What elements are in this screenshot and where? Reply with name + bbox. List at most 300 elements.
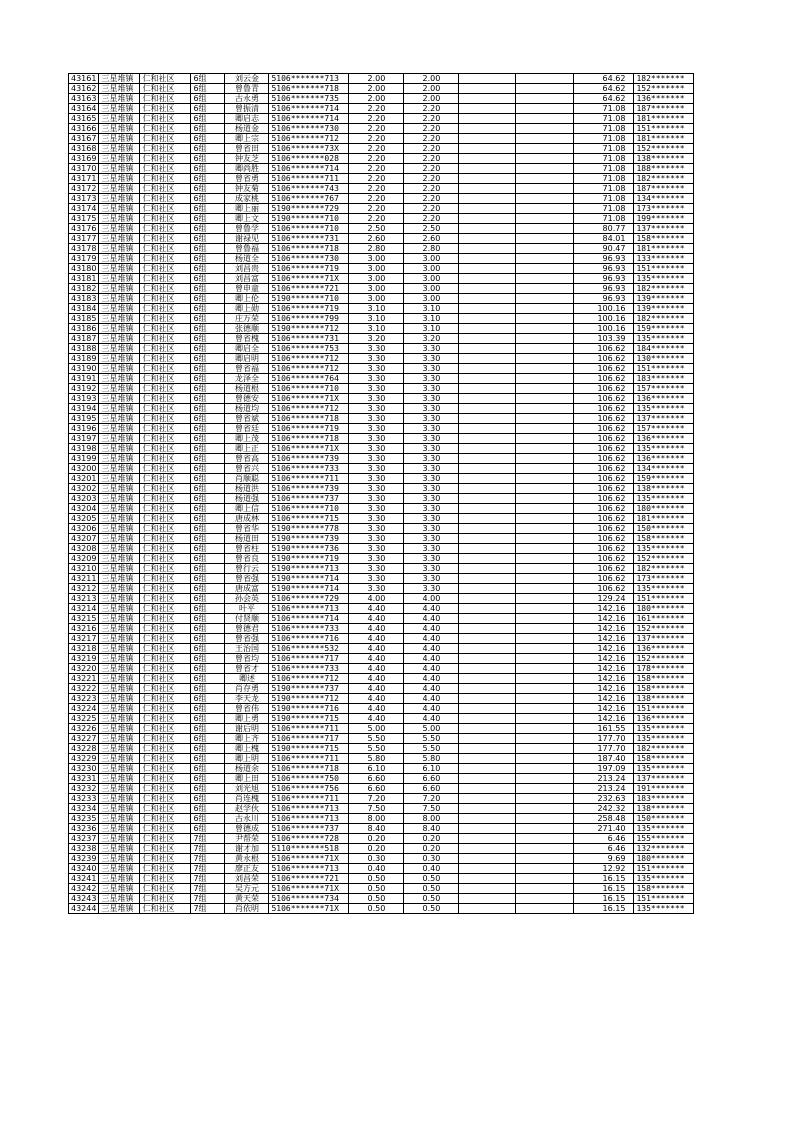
cell-area-b: 3.30	[404, 534, 459, 544]
cell-community: 仁和社区	[140, 204, 191, 214]
cell-area-a: 0.20	[349, 844, 404, 854]
cell-area-b: 3.30	[404, 364, 459, 374]
cell-town: 三星堆镇	[99, 624, 140, 634]
table-row	[69, 164, 694, 174]
cell-group: 7组	[191, 884, 225, 894]
cell-area-b: 6.60	[404, 774, 459, 784]
cell-amount: 71.08	[574, 134, 634, 144]
cell-phone: 191*******	[634, 784, 694, 794]
cell-group: 6组	[191, 664, 225, 674]
cell-id-number: 5106*******713	[269, 814, 349, 824]
cell-community: 仁和社区	[140, 374, 191, 384]
cell-town: 三星堆镇	[99, 844, 140, 854]
cell-community: 仁和社区	[140, 794, 191, 804]
cell-id-number: 5190*******736	[269, 544, 349, 554]
cell-area-a: 3.30	[349, 424, 404, 434]
cell-community: 仁和社区	[140, 814, 191, 824]
cell-amount: 103.39	[574, 334, 634, 344]
cell-blank-a	[459, 774, 516, 784]
cell-phone: 182*******	[634, 284, 694, 294]
cell-town: 三星堆镇	[99, 254, 140, 264]
table-row	[69, 304, 694, 314]
table-row	[69, 774, 694, 784]
cell-town: 三星堆镇	[99, 814, 140, 824]
cell-row-number: 43218	[69, 644, 99, 654]
cell-row-number: 43187	[69, 334, 99, 344]
cell-blank-a	[459, 444, 516, 454]
cell-blank-a	[459, 764, 516, 774]
cell-community: 仁和社区	[140, 384, 191, 394]
cell-name: 卿上槐	[225, 744, 269, 754]
cell-id-number: 5190*******715	[269, 714, 349, 724]
cell-amount: 71.08	[574, 144, 634, 154]
cell-id-number: 5106*******721	[269, 284, 349, 294]
cell-phone: 139*******	[634, 304, 694, 314]
cell-blank-a	[459, 204, 516, 214]
cell-blank-a	[459, 864, 516, 874]
table-row	[69, 844, 694, 854]
cell-id-number: 5106*******717	[269, 734, 349, 744]
cell-group: 6组	[191, 244, 225, 254]
cell-area-a: 3.30	[349, 434, 404, 444]
cell-id-number: 5106*******728	[269, 834, 349, 844]
cell-id-number: 5106*******712	[269, 134, 349, 144]
cell-blank-a	[459, 894, 516, 904]
cell-area-b: 5.80	[404, 754, 459, 764]
cell-area-a: 2.60	[349, 234, 404, 244]
cell-blank-a	[459, 704, 516, 714]
cell-row-number: 43184	[69, 304, 99, 314]
cell-community: 仁和社区	[140, 124, 191, 134]
cell-group: 6组	[191, 284, 225, 294]
cell-amount: 106.62	[574, 564, 634, 574]
cell-name: 曾省柱	[225, 544, 269, 554]
cell-area-b: 3.30	[404, 434, 459, 444]
cell-area-a: 2.20	[349, 104, 404, 114]
cell-town: 三星堆镇	[99, 544, 140, 554]
cell-group: 6组	[191, 654, 225, 664]
cell-name: 曾德君	[225, 624, 269, 634]
table-row	[69, 604, 694, 614]
table-row	[69, 684, 694, 694]
cell-row-number: 43243	[69, 894, 99, 904]
cell-group: 6组	[191, 524, 225, 534]
cell-town: 三星堆镇	[99, 114, 140, 124]
cell-id-number: 5106*******73X	[269, 144, 349, 154]
table-row	[69, 454, 694, 464]
cell-phone: 152*******	[634, 654, 694, 664]
cell-blank-a	[459, 824, 516, 834]
cell-blank-b	[516, 894, 574, 904]
cell-area-a: 2.00	[349, 84, 404, 94]
cell-name: 杨道根	[225, 384, 269, 394]
cell-group: 6组	[191, 704, 225, 714]
cell-amount: 106.62	[574, 454, 634, 464]
cell-row-number: 43236	[69, 824, 99, 834]
cell-community: 仁和社区	[140, 434, 191, 444]
cell-area-a: 4.40	[349, 684, 404, 694]
cell-community: 仁和社区	[140, 754, 191, 764]
cell-id-number: 5106*******737	[269, 824, 349, 834]
cell-id-number: 5106*******764	[269, 374, 349, 384]
cell-row-number: 43203	[69, 494, 99, 504]
cell-blank-a	[459, 454, 516, 464]
cell-blank-a	[459, 814, 516, 824]
cell-area-b: 2.00	[404, 94, 459, 104]
cell-community: 仁和社区	[140, 864, 191, 874]
cell-amount: 142.16	[574, 674, 634, 684]
cell-blank-b	[516, 494, 574, 504]
cell-amount: 106.62	[574, 354, 634, 364]
table-row	[69, 514, 694, 524]
cell-row-number: 43239	[69, 854, 99, 864]
cell-row-number: 43222	[69, 684, 99, 694]
cell-group: 6组	[191, 394, 225, 404]
cell-area-a: 3.30	[349, 384, 404, 394]
cell-phone: 151*******	[634, 264, 694, 274]
cell-name: 卿尚胜	[225, 164, 269, 174]
table-row	[69, 344, 694, 354]
cell-blank-b	[516, 574, 574, 584]
table-row	[69, 444, 694, 454]
cell-name: 黄天荣	[225, 894, 269, 904]
cell-area-b: 3.30	[404, 564, 459, 574]
cell-blank-b	[516, 674, 574, 684]
cell-blank-a	[459, 904, 516, 914]
table-row	[69, 184, 694, 194]
cell-amount: 161.55	[574, 724, 634, 734]
cell-blank-a	[459, 654, 516, 664]
cell-id-number: 5106*******799	[269, 314, 349, 324]
cell-name: 卿上勇	[225, 714, 269, 724]
cell-name: 曾省才	[225, 664, 269, 674]
cell-group: 6组	[191, 374, 225, 384]
cell-name: 曾德安	[225, 394, 269, 404]
cell-group: 6组	[191, 484, 225, 494]
cell-blank-b	[516, 234, 574, 244]
cell-group: 6组	[191, 684, 225, 694]
cell-name: 曾省伟	[225, 704, 269, 714]
table-row	[69, 94, 694, 104]
cell-town: 三星堆镇	[99, 274, 140, 284]
cell-phone: 135*******	[634, 904, 694, 914]
cell-area-b: 2.20	[404, 144, 459, 154]
cell-area-b: 7.50	[404, 804, 459, 814]
cell-row-number: 43199	[69, 454, 99, 464]
cell-phone: 182*******	[634, 314, 694, 324]
cell-name: 曾省槐	[225, 334, 269, 344]
cell-area-a: 3.30	[349, 404, 404, 414]
cell-amount: 142.16	[574, 704, 634, 714]
cell-id-number: 5106*******756	[269, 784, 349, 794]
cell-name: 付贤顺	[225, 614, 269, 624]
cell-area-a: 2.20	[349, 154, 404, 164]
cell-area-b: 4.40	[404, 714, 459, 724]
cell-row-number: 43217	[69, 634, 99, 644]
cell-id-number: 5106*******733	[269, 464, 349, 474]
cell-phone: 138*******	[634, 484, 694, 494]
cell-name: 卿启志	[225, 114, 269, 124]
cell-community: 仁和社区	[140, 334, 191, 344]
cell-blank-a	[459, 84, 516, 94]
table-row	[69, 394, 694, 404]
cell-amount: 96.93	[574, 294, 634, 304]
cell-row-number: 43163	[69, 94, 99, 104]
cell-id-number: 5106*******731	[269, 234, 349, 244]
cell-town: 三星堆镇	[99, 504, 140, 514]
cell-blank-b	[516, 284, 574, 294]
cell-row-number: 43189	[69, 354, 99, 364]
cell-blank-a	[459, 804, 516, 814]
cell-blank-b	[516, 364, 574, 374]
cell-blank-a	[459, 314, 516, 324]
cell-blank-b	[516, 164, 574, 174]
cell-area-b: 3.10	[404, 314, 459, 324]
cell-name: 谢禄见	[225, 234, 269, 244]
cell-blank-b	[516, 844, 574, 854]
cell-group: 6组	[191, 214, 225, 224]
cell-town: 三星堆镇	[99, 444, 140, 454]
cell-phone: 135*******	[634, 874, 694, 884]
cell-blank-b	[516, 244, 574, 254]
cell-id-number: 5106*******714	[269, 614, 349, 624]
cell-area-a: 3.30	[349, 574, 404, 584]
cell-row-number: 43170	[69, 164, 99, 174]
cell-name: 卿上伦	[225, 294, 269, 304]
table-row	[69, 434, 694, 444]
cell-name: 卿上宗	[225, 134, 269, 144]
cell-phone: 181*******	[634, 244, 694, 254]
cell-blank-b	[516, 654, 574, 664]
table-row	[69, 84, 694, 94]
cell-area-a: 4.40	[349, 604, 404, 614]
cell-area-a: 6.60	[349, 774, 404, 784]
cell-blank-b	[516, 724, 574, 734]
cell-town: 三星堆镇	[99, 494, 140, 504]
cell-town: 三星堆镇	[99, 524, 140, 534]
cell-area-a: 4.40	[349, 694, 404, 704]
cell-blank-a	[459, 844, 516, 854]
cell-group: 6组	[191, 114, 225, 124]
cell-area-b: 0.30	[404, 854, 459, 864]
cell-id-number: 5106*******711	[269, 754, 349, 764]
cell-community: 仁和社区	[140, 744, 191, 754]
cell-row-number: 43197	[69, 434, 99, 444]
cell-town: 三星堆镇	[99, 244, 140, 254]
cell-blank-b	[516, 534, 574, 544]
cell-phone: 173*******	[634, 204, 694, 214]
cell-blank-a	[459, 344, 516, 354]
cell-id-number: 5106*******71X	[269, 444, 349, 454]
cell-area-b: 3.20	[404, 334, 459, 344]
cell-community: 仁和社区	[140, 694, 191, 704]
cell-id-number: 5190*******778	[269, 524, 349, 534]
cell-area-a: 3.30	[349, 524, 404, 534]
cell-amount: 106.62	[574, 384, 634, 394]
cell-name: 李天龙	[225, 694, 269, 704]
cell-blank-a	[459, 514, 516, 524]
cell-town: 三星堆镇	[99, 804, 140, 814]
cell-town: 三星堆镇	[99, 654, 140, 664]
cell-amount: 142.16	[574, 624, 634, 634]
cell-town: 三星堆镇	[99, 154, 140, 164]
cell-name: 杨道洪	[225, 484, 269, 494]
cell-row-number: 43165	[69, 114, 99, 124]
cell-area-b: 4.40	[404, 674, 459, 684]
cell-row-number: 43172	[69, 184, 99, 194]
table-row	[69, 224, 694, 234]
cell-area-a: 8.40	[349, 824, 404, 834]
cell-blank-a	[459, 394, 516, 404]
cell-area-b: 4.40	[404, 694, 459, 704]
cell-name: 古永川	[225, 814, 269, 824]
cell-community: 仁和社区	[140, 654, 191, 664]
table-row	[69, 284, 694, 294]
table-row	[69, 424, 694, 434]
cell-phone: 137*******	[634, 634, 694, 644]
cell-name: 钟友菊	[225, 184, 269, 194]
cell-community: 仁和社区	[140, 234, 191, 244]
cell-name: 卿启全	[225, 344, 269, 354]
cell-area-a: 0.50	[349, 874, 404, 884]
cell-community: 仁和社区	[140, 214, 191, 224]
cell-town: 三星堆镇	[99, 204, 140, 214]
cell-phone: 182*******	[634, 564, 694, 574]
cell-group: 6组	[191, 264, 225, 274]
cell-id-number: 5106*******710	[269, 224, 349, 234]
cell-blank-b	[516, 874, 574, 884]
cell-row-number: 43241	[69, 874, 99, 884]
cell-area-a: 5.50	[349, 744, 404, 754]
table-row	[69, 794, 694, 804]
cell-blank-a	[459, 574, 516, 584]
data-table	[68, 73, 694, 914]
cell-community: 仁和社区	[140, 474, 191, 484]
table-row	[69, 664, 694, 674]
cell-id-number: 5106*******713	[269, 864, 349, 874]
cell-row-number: 43207	[69, 534, 99, 544]
cell-amount: 71.08	[574, 164, 634, 174]
cell-blank-a	[459, 624, 516, 634]
cell-area-a: 6.60	[349, 784, 404, 794]
table-row	[69, 524, 694, 534]
cell-area-a: 3.10	[349, 314, 404, 324]
cell-phone: 135*******	[634, 334, 694, 344]
cell-blank-b	[516, 604, 574, 614]
cell-blank-a	[459, 274, 516, 284]
cell-name: 曾省强	[225, 634, 269, 644]
cell-area-b: 2.20	[404, 164, 459, 174]
cell-group: 6组	[191, 584, 225, 594]
cell-row-number: 43162	[69, 84, 99, 94]
cell-town: 三星堆镇	[99, 704, 140, 714]
cell-community: 仁和社区	[140, 344, 191, 354]
cell-blank-b	[516, 204, 574, 214]
cell-row-number: 43175	[69, 214, 99, 224]
cell-blank-a	[459, 434, 516, 444]
cell-id-number: 5106*******712	[269, 674, 349, 684]
cell-row-number: 43210	[69, 564, 99, 574]
cell-blank-a	[459, 734, 516, 744]
cell-id-number: 5106*******719	[269, 424, 349, 434]
table-row	[69, 254, 694, 264]
cell-town: 三星堆镇	[99, 864, 140, 874]
cell-phone: 151*******	[634, 864, 694, 874]
cell-blank-a	[459, 504, 516, 514]
cell-phone: 182*******	[634, 174, 694, 184]
cell-town: 三星堆镇	[99, 474, 140, 484]
table-row	[69, 594, 694, 604]
cell-blank-a	[459, 134, 516, 144]
cell-blank-a	[459, 214, 516, 224]
cell-area-a: 3.00	[349, 254, 404, 264]
cell-area-b: 4.40	[404, 634, 459, 644]
cell-area-b: 0.50	[404, 894, 459, 904]
cell-community: 仁和社区	[140, 624, 191, 634]
cell-name: 唐成林	[225, 514, 269, 524]
cell-area-b: 3.30	[404, 444, 459, 454]
cell-group: 6组	[191, 594, 225, 604]
table-row	[69, 194, 694, 204]
cell-town: 三星堆镇	[99, 294, 140, 304]
cell-community: 仁和社区	[140, 304, 191, 314]
cell-row-number: 43232	[69, 784, 99, 794]
cell-blank-b	[516, 174, 574, 184]
cell-community: 仁和社区	[140, 614, 191, 624]
cell-town: 三星堆镇	[99, 484, 140, 494]
cell-name: 曾省勇	[225, 174, 269, 184]
cell-blank-a	[459, 714, 516, 724]
cell-blank-b	[516, 154, 574, 164]
cell-phone: 138*******	[634, 804, 694, 814]
cell-blank-a	[459, 114, 516, 124]
cell-community: 仁和社区	[140, 854, 191, 864]
cell-amount: 106.62	[574, 584, 634, 594]
cell-blank-b	[516, 74, 574, 84]
cell-area-b: 2.60	[404, 234, 459, 244]
table-row	[69, 134, 694, 144]
cell-id-number: 5106*******739	[269, 484, 349, 494]
cell-group: 6组	[191, 474, 225, 484]
cell-area-a: 3.30	[349, 354, 404, 364]
cell-community: 仁和社区	[140, 94, 191, 104]
cell-area-b: 8.40	[404, 824, 459, 834]
cell-group: 7组	[191, 864, 225, 874]
cell-town: 三星堆镇	[99, 684, 140, 694]
cell-community: 仁和社区	[140, 484, 191, 494]
cell-phone: 151*******	[634, 704, 694, 714]
cell-id-number: 5106*******714	[269, 104, 349, 114]
cell-phone: 137*******	[634, 774, 694, 784]
cell-phone: 152*******	[634, 84, 694, 94]
cell-name: 唐成富	[225, 584, 269, 594]
cell-name: 张德顺	[225, 324, 269, 334]
cell-name: 杨道金	[225, 124, 269, 134]
cell-area-b: 4.00	[404, 594, 459, 604]
cell-blank-a	[459, 524, 516, 534]
cell-phone: 135*******	[634, 584, 694, 594]
cell-row-number: 43205	[69, 514, 99, 524]
cell-area-a: 7.50	[349, 804, 404, 814]
cell-amount: 106.62	[574, 424, 634, 434]
cell-amount: 90.47	[574, 244, 634, 254]
cell-row-number: 43233	[69, 794, 99, 804]
cell-blank-b	[516, 214, 574, 224]
table-row	[69, 334, 694, 344]
cell-name: 卿上明	[225, 754, 269, 764]
cell-area-b: 3.10	[404, 324, 459, 334]
cell-blank-b	[516, 434, 574, 444]
